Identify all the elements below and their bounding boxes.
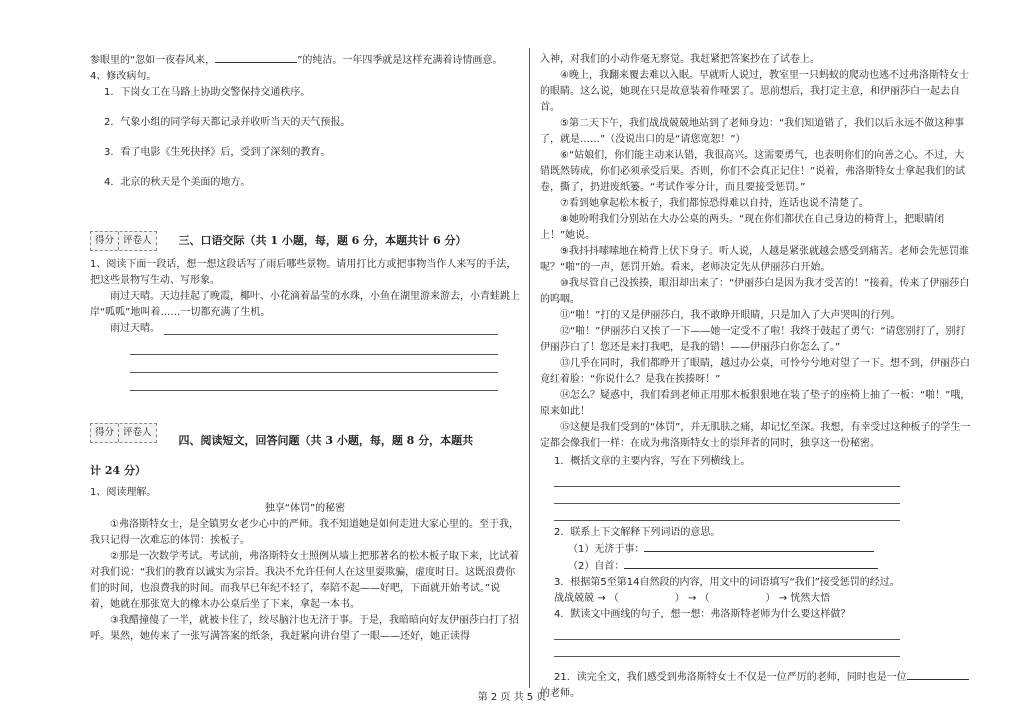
paragraph: ⑦看到她拿起松木板子，我们都惊恐得难以自持，连话也说不清楚了。 bbox=[560, 198, 869, 209]
sub-question-label: （1）无济于事： bbox=[568, 544, 645, 555]
answer-line[interactable] bbox=[554, 470, 900, 487]
story-title: 独享“体罚”的秘密 bbox=[264, 503, 346, 514]
text-fragment: 参眼里的“忽如一夜春风来， bbox=[90, 55, 216, 66]
paragraph: ⑩我尽管自己没挨揍，眼泪却出来了：“伊丽莎白是因为我才受苦的！”接着，传来了伊丽莎白的呜咽。 bbox=[540, 278, 970, 305]
paragraph: ②那是一次数学考试。考试前，弗洛斯特女士照例从墙上把那著名的松木板子取下来，比试着对我们说：“我们的教育以诚实为宗旨。我决不允许任何人在这里耍欺骗，虚度时日。这既浪费你们的时间，也浪费我的时间。而我早已年纪不轻了，奉陪不起——好吧，下面就开始考试。”说着，她就在那张宽大的橡木办公桌后坐了下来，拿起一本书。 bbox=[90, 551, 519, 610]
question-item: 4．北京的秋天是个美面的地方。 bbox=[104, 177, 251, 188]
paragraph: ③我醋撞傻了一半，就被卡住了，绞尽脑汁也无济于事。于是，我暗暗向好友伊丽莎白打了招呼。果然，她传来了一张写满答案的纸条，我赶紧向讲台望了一眼——还好，她正读得 bbox=[90, 615, 519, 642]
sub-question-label: （2）自首： bbox=[568, 561, 625, 572]
paren: （ bbox=[699, 593, 710, 604]
paragraph: ⑥“姑娘们，你们能主动来认错，我很高兴。这需要勇气，也表明你们的向善之心。不过，大错既然铸成，你们必须承受后果。否则，你们不会真正记住！”说着，弗洛斯特女士拿起我们的试卷，撕了，扔进废纸篓。“考试作零分计，而且要接受惩罚。” bbox=[540, 150, 966, 193]
text-fragment: ”的纯洁。一年四季就是这样充满着诗情画意。 bbox=[297, 55, 503, 66]
question-item: 3．看了电影《生死抉择》后，受到了深刻的教育。 bbox=[104, 147, 331, 158]
grader-label: 评卷人 bbox=[118, 424, 156, 442]
left-column bbox=[90, 52, 520, 645]
answer-line-row bbox=[90, 321, 520, 337]
grader-label: 评卷人 bbox=[118, 232, 156, 250]
text-fragment: 21．读完全文，我们感受到弗洛斯特女士不仅是一位严厉的老师，同时也是一位 bbox=[554, 672, 907, 683]
question-text: 4．默读文中画线的句子，想一想：弗洛斯特老师为什么要这样做？ bbox=[554, 609, 851, 620]
paren: ） bbox=[674, 593, 685, 604]
paragraph: 入神，对我们的小动作毫无察觉。我赶紧把答案抄在了试卷上。 bbox=[540, 54, 820, 65]
sequence-end: 恍然大悟 bbox=[790, 593, 831, 604]
answer-line[interactable] bbox=[130, 355, 498, 373]
question-text: 1、阅读下面一段话，想一想这段话写了雨后哪些景物。请用打比方或把事物当作人来写的手法，把这些景物写生动、写形象。 bbox=[90, 259, 517, 286]
paragraph: ⑤第二天下午，我们战战兢兢地站到了老师身边：“我们知道错了，我们以后永远不做这种事了，就是……”（没说出口的是“请您宽恕！”） bbox=[540, 118, 965, 145]
sequence-row bbox=[554, 591, 972, 607]
question-text: 1．概括文章的主要内容，写在下列横线上。 bbox=[554, 456, 751, 467]
answer-line[interactable] bbox=[130, 373, 498, 391]
answer-line[interactable] bbox=[164, 321, 498, 335]
column-divider bbox=[529, 48, 530, 688]
paragraph: ⑭怎么？疑惑中，我们看到老师正用那木板狠狠地在装了垫子的座椅上抽了一板：“啪！”哦，原来如此！ bbox=[540, 390, 971, 417]
paragraph: ⑪“啪！”打的又是伊丽莎白，我不敢睁开眼睛，只是加入了大声哭叫的行列。 bbox=[560, 310, 901, 321]
section-title: 四、阅读短文，回答问题（共 3 小题，每，题 8 分，本题共 bbox=[178, 434, 474, 447]
sequence-start: 战战兢兢 bbox=[554, 593, 594, 604]
arrow-icon: → bbox=[778, 593, 788, 604]
score-box bbox=[90, 231, 157, 251]
right-column bbox=[540, 52, 972, 702]
answer-start: 雨过天晴。 bbox=[110, 323, 160, 334]
question-text: 2．联系上下文解释下列词语的意思。 bbox=[554, 527, 721, 538]
question-item: 1．下岗女工在马路上协助交警保持交通秩序。 bbox=[104, 87, 311, 98]
question-item: 2．气象小组的同学每天都记录并收听当天的天气预报。 bbox=[104, 117, 351, 128]
answer-line[interactable] bbox=[554, 504, 900, 521]
answer-blank[interactable] bbox=[215, 52, 297, 63]
question-text bbox=[554, 669, 972, 686]
question-text: 3．根据第5至第14自然段的内容，用文中的词语填写“我们”接受惩罚的经过。 bbox=[554, 577, 900, 588]
sub-question bbox=[568, 558, 972, 575]
section-header bbox=[90, 231, 520, 251]
answer-line[interactable] bbox=[130, 337, 498, 355]
arrow-icon: → bbox=[597, 593, 606, 604]
paragraph: ④晚上，我翻来覆去难以入眠。早就听人说过，教室里一只蚂蚁的爬动也逃不过弗洛斯特女士的眼睛。这么说，她现在只是故意装着作哑罢了。思前想后，我打定主意，和伊丽莎白一起去自首。 bbox=[540, 70, 969, 113]
passage: 雨过天晴。天边挂起了晚霞，椰叶、小花滴着晶莹的水珠，小鱼在湖里游来游去，小青蛙跳上岸“呱呱”地叫着……一切都充满了生机。 bbox=[90, 291, 520, 318]
page-footer: 第 2 页 共 5 页 bbox=[477, 692, 547, 703]
answer-line[interactable] bbox=[554, 487, 900, 504]
question-title: 4、修改病句。 bbox=[90, 71, 157, 82]
paragraph: ①弗洛斯特女士，是全镇男女老少心中的严师。我不知道她是如何走进大家心里的。至于我，我只记得一次难忘的体罚：挨板子。 bbox=[90, 519, 519, 546]
answer-blank[interactable] bbox=[907, 669, 969, 680]
answer-blank[interactable] bbox=[644, 541, 874, 552]
sub-question bbox=[568, 541, 972, 558]
section-header bbox=[90, 417, 520, 449]
question-title: 1、阅读理解。 bbox=[90, 487, 157, 498]
paragraph: ⑬几乎在同时，我们都睁开了眼睛，越过办公桌，可怜兮兮地对望了一下。想不到，伊丽莎白竟红着脸：“你说什么？是我在挨揍呀！” bbox=[540, 358, 970, 385]
answer-line[interactable] bbox=[554, 623, 900, 640]
paren: （ bbox=[608, 593, 619, 604]
answer-blank[interactable] bbox=[624, 558, 878, 569]
section-title-cont: 计 24 分） bbox=[90, 464, 146, 477]
paragraph: ⑮这便是我们受到的“体罚”，并无肌肤之痛，却记忆至深。我想，有幸受过这种板子的学生一定都会像我们一样：在成为弗洛斯特女士的崇拜者的同时，独享这一份秘密。 bbox=[540, 422, 971, 449]
paragraph: ⑧她吩咐我们分别站在大办公桌的两头。“现在你们都伏在自己身边的椅背上，把眼睛闭上！”她说。 bbox=[540, 214, 945, 241]
paren: ） bbox=[765, 593, 776, 604]
answer-line[interactable] bbox=[554, 640, 900, 657]
section-title: 三、口语交际（共 1 小题，每，题 6 分，本题共计 6 分） bbox=[178, 234, 467, 247]
paragraph: ⑨我抖抖嗦嗦地在椅背上伏下身子。听人说，人越是紧张就越会感受到痛苦。老师会先惩罚谁呢？“啪”的一声，惩罚开始。看来，老师决定先从伊丽莎白开始。 bbox=[540, 246, 969, 273]
paragraph: ⑫“啪！”伊丽莎白又挨了一下——她一定受不了啦！我终于鼓起了勇气：“请您别打了，别打伊丽莎白了！您还是来打我吧，是我的错！——伊丽莎白你怎么了。” bbox=[540, 326, 966, 353]
text-line bbox=[90, 52, 520, 69]
arrow-icon: → bbox=[687, 593, 697, 604]
score-label: 得分 bbox=[95, 427, 115, 438]
score-label: 得分 bbox=[95, 235, 115, 246]
score-box bbox=[90, 423, 157, 443]
text-fragment: 的老师。 bbox=[540, 688, 580, 699]
